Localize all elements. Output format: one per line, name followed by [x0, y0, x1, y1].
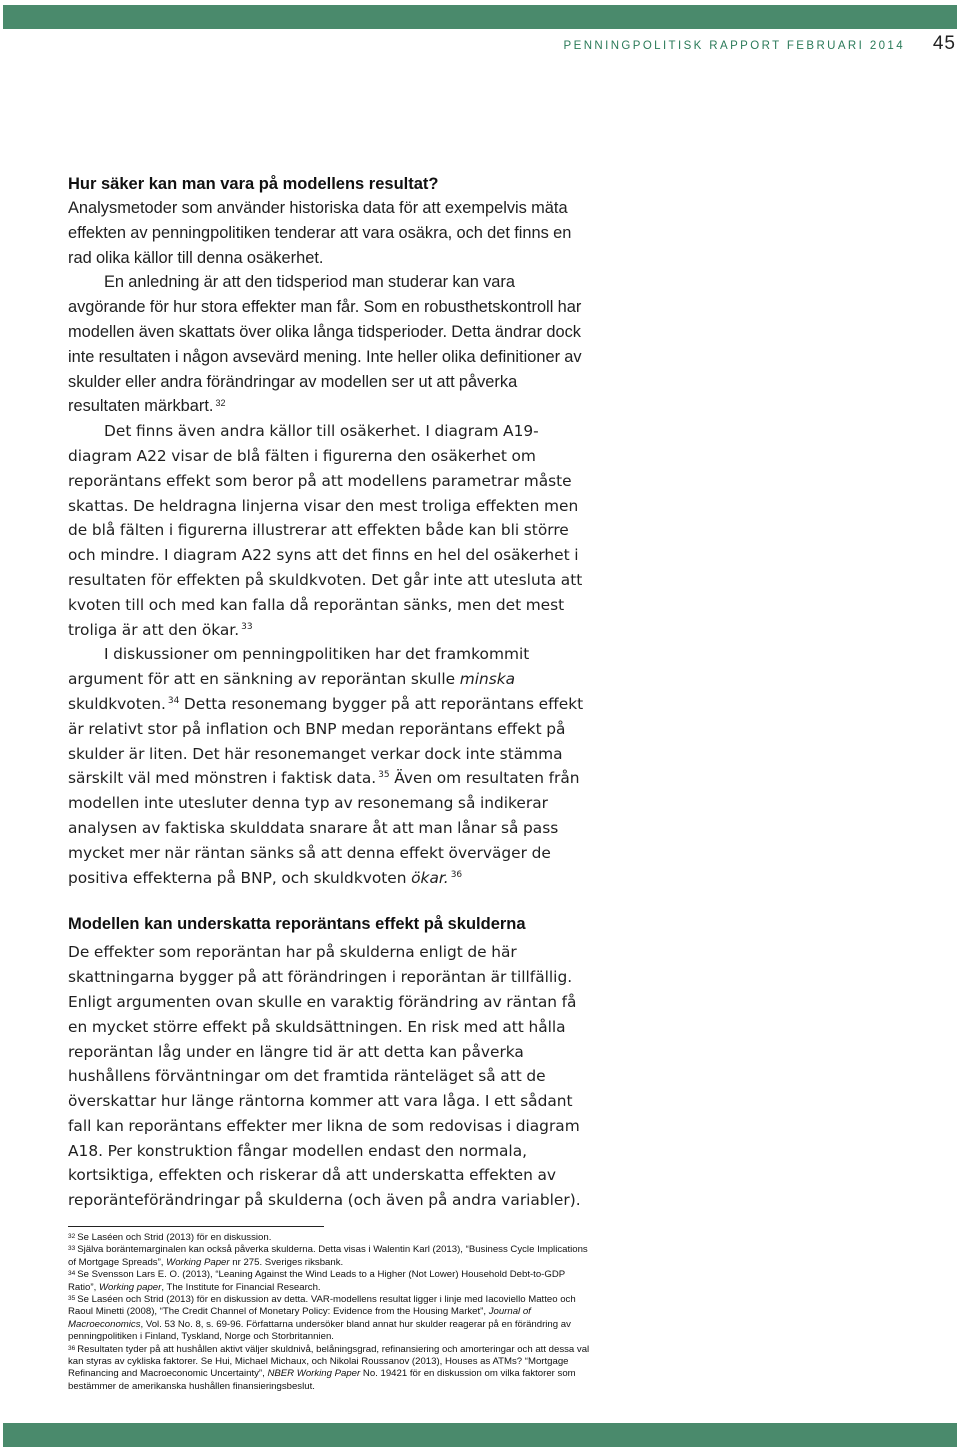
footnote-36	[68, 1344, 593, 1394]
top-color-bar	[3, 5, 957, 29]
paragraph-uncertainty	[68, 419, 593, 642]
footnote-ref-33[interactable]: 33	[241, 621, 253, 632]
footnote-text: Själva boräntemarginalen kan också påverka skulderna. Detta visas i Walentin Karl (2013), “Business Cycle Implications of Mortgage Spreads”,	[68, 1244, 588, 1268]
section-heading-model-results: Hur säker kan man vara på modellens resultat?	[68, 175, 439, 193]
footnote-text: Resultaten tyder på att hushållen aktivt väljer skuldnivå, belåningsgrad, refinansiering och amorteringar och att dessa val kan styras av cykliska faktorer. Se Hui, Michael Michaux, och Nikolai Roussanov (2013), Houses as ATMs? “Mortgage Refinancing and Macroeconomic Uncertainty”,	[68, 1343, 590, 1380]
footnote-number: 33	[68, 1245, 76, 1253]
emphasis-minska: minska	[459, 670, 516, 689]
footnotes	[68, 1232, 593, 1393]
main-content	[68, 172, 593, 1213]
section-heading-underestimate: Modellen kan underskatta reporäntans effekt på skulderna	[68, 915, 526, 934]
paragraph-text: En anledning är att den tidsperiod man studerar kan vara avgörande för hur stora effekter man får. Som en robusthetskontroll har modellen även skattats över olika långa tidsperioder. Detta ändrar dock inte resultaten i någon avsevärd mening. Inte heller olika definitioner av skulder eller andra förändringar av modellen ser ut att påverka resultaten märkbart.	[68, 273, 582, 416]
footnote-emphasis: NBER Working Paper	[267, 1368, 361, 1380]
page-number: 45	[932, 33, 956, 54]
paragraph-time-period	[68, 270, 593, 419]
footnote-text: , Vol. 53 No. 8, s. 69-96. Författarna undersöker bland annat hur skulder reagerar på en förändring av penningpolitiken i Finland, Tyskland, Norge och Storbritannien.	[68, 1318, 571, 1343]
footnote-33	[68, 1244, 593, 1269]
footnote-ref-36[interactable]: 36	[450, 869, 463, 880]
footnote-ref-35[interactable]: 35	[378, 770, 390, 781]
paragraph-text: Även om resultaten från modellen inte utesluter denna typ av resonemang så indikerar analysen av faktiska skulddata snarare åt att man lånar så pass mycket mer när räntan sänks så att denna effekt överväger de positiva effekterna på BNP, och skuldkvoten	[68, 769, 580, 887]
footnote-text: Se Laséen och Strid (2013) för en diskussion.	[77, 1232, 272, 1243]
footnote-text: Se Svensson Lars E. O. (2013), “Leaning Against the Wind Leads to a Higher (Not Lower) Household Debt-to-GDP Ratio”,	[68, 1269, 565, 1293]
footnote-text: Se Laséen och Strid (2013) för en diskussion av detta. VAR-modellens resultat ligger i linje med Iacoviello Matteo och Raoul Minetti (2008), “The Credit Channel of Monetary Policy: Evidence from the Housing Market”,	[68, 1294, 576, 1318]
footnote-text: , The Institute for Financial Research.	[161, 1281, 321, 1293]
footnote-emphasis: Journal of Macroeconomics	[68, 1306, 531, 1330]
footnote-32	[68, 1232, 593, 1244]
footnote-number: 36	[68, 1344, 76, 1352]
footnote-number: 34	[68, 1270, 76, 1278]
footnote-ref-34[interactable]: 34	[167, 695, 180, 706]
paragraph-text: skuldkvoten.	[68, 694, 166, 713]
footnote-ref-32[interactable]: 32	[215, 398, 226, 409]
paragraph-intro: Analysmetoder som använder historiska data för att exempelvis mäta effekten av penningpolitiken tenderar att vara osäkra, och det finns en rad olika källor till denna osäkerhet.	[68, 199, 572, 267]
paragraph-debate	[68, 642, 593, 890]
footnote-35	[68, 1294, 593, 1344]
footnote-text: No. 19421 för en diskussion om vilka faktorer som bestämmer de amerikanska hushållen finansieringsbeslut.	[68, 1368, 576, 1392]
paragraph-text: I diskussioner om penningpolitiken har det framkommit argument för att en sänkning av reporäntan skulle	[68, 645, 530, 689]
footnote-emphasis: Working paper	[98, 1281, 162, 1293]
footnote-text: nr 275. Sveriges riksbank.	[232, 1256, 344, 1268]
footnote-number: 35	[68, 1295, 76, 1303]
emphasis-okar: ökar.	[411, 868, 449, 887]
footnote-number: 32	[68, 1233, 76, 1240]
paragraph-text: Det finns även andra källor till osäkerhet. I diagram A19-diagram A22 visar de blå fälten i figurerna den osäkerhet om reporäntans effekt som beror på att modellens parametrar måste skattas. De heldragna linjerna visar den mest troliga effekten men de blå fälten i figurerna illustrerar att effekten både kan bli större och mindre. I diagram A22 syns att det finns en hel del osäkerhet i resultaten för effekten på skuldkvoten. Det går inte att utesluta att kvoten till och med kan falla då reporäntan sänks, men det mest troliga är att den ökar.	[68, 422, 583, 639]
footnote-34	[68, 1269, 593, 1294]
footnote-emphasis: Working Paper	[166, 1256, 230, 1268]
paragraph-underestimate: De effekter som reporäntan har på skulderna enligt de här skattningarna bygger på att förändringen i reporäntan är tillfällig. Enligt argumenten ovan skulle en varaktig förändring av räntan få en mycket större effekt på skuldsättningen. En risk med att hålla reporäntan låg under en längre tid är att detta kan påverka hushållens förväntningar om det framtida ränteläget så att de överskattar hur länge räntorna kommer att vara låga. I ett sådant fall kan reporäntans effekter mer likna de som redovisas i diagram A18. Per konstruktion fångar modellen endast den normala, kortsiktiga, effekten och riskerar då att underskatta effekten av reporänteförändringar på skulderna (och även på andra variabler).	[68, 943, 581, 1210]
footnote-divider	[68, 1226, 324, 1227]
bottom-color-bar	[3, 1423, 957, 1447]
paragraph-text: Detta resonemang bygger på att reporäntans effekt är relativt stor på inflation och BNP medan reporäntans effekt på skulder är liten. Det här resonemanget verkar dock inte stämma särskilt väl med mönstren i faktisk data.	[68, 694, 584, 788]
running-head: PENNINGPOLITISK RAPPORT FEBRUARI 2014	[563, 40, 905, 52]
